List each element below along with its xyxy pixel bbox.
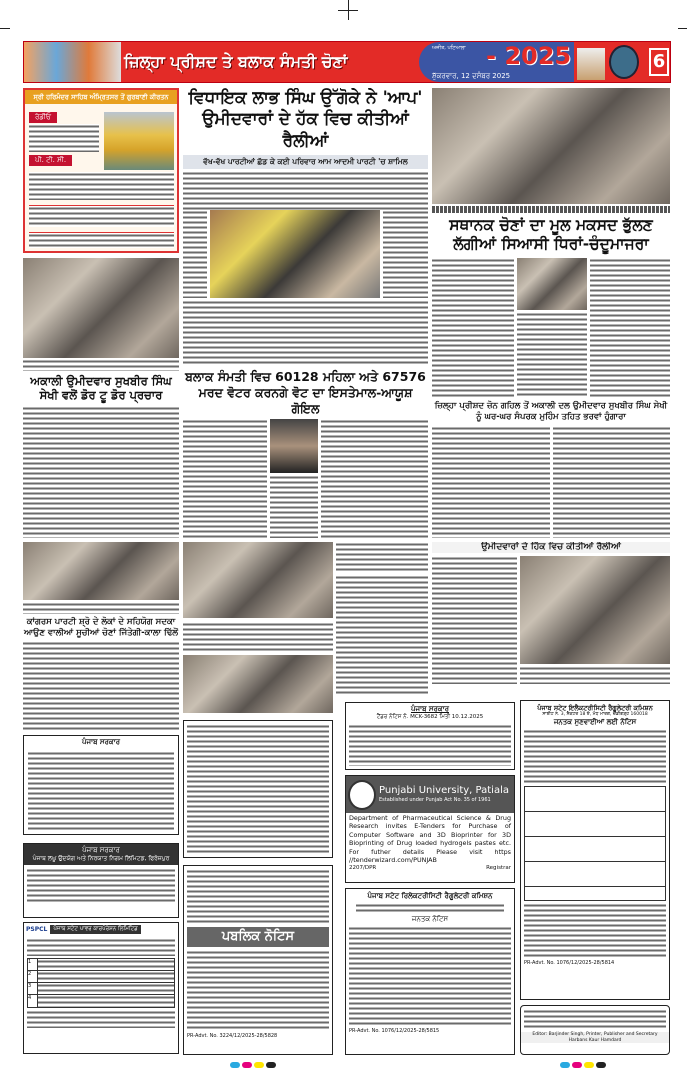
hearing-schedule-table	[524, 786, 666, 901]
ad-body	[28, 751, 174, 831]
tender-ad-mck	[345, 702, 515, 770]
pspcl-intro	[27, 938, 175, 956]
left-column-mid	[23, 542, 179, 732]
pspcl-footer	[27, 1010, 175, 1028]
lead-body-text	[183, 300, 428, 367]
pspcl-table	[27, 958, 175, 1008]
note-text	[29, 232, 174, 248]
block-body	[270, 475, 318, 538]
cycle-photo	[183, 542, 333, 618]
left-column-top	[23, 88, 179, 538]
lead-body-text	[383, 210, 428, 298]
pspcl-logo: PSPCL	[26, 926, 48, 933]
block-body	[183, 419, 267, 538]
congress-photo	[23, 542, 179, 600]
right-small-headline: ਉਮੀਦਵਾਰਾਂ ਦੇ ਹਿੱਕ ਵਿਚ ਕੀਤੀਆਂ ਰੈਲੀਆਂ	[432, 542, 670, 553]
university-logo-icon	[348, 780, 376, 810]
right-top-photo	[432, 88, 670, 204]
pserc-right-title: ਪੰਜਾਬ ਸਟੇਟ ਇਲੈਕਟਰੀਸਿਟੀ ਰੈਗੂਲੇਟਰੀ ਕਮਿਸ਼ਨ	[537, 704, 653, 712]
ballot-box-icon	[577, 48, 605, 80]
right-top-headline: ਸਥਾਨਕ ਚੋਣਾਂ ਦਾ ਮੂਲ ਮਕਸਦ ਭੁੱਲਣ ਲੱਗੀਆਂ ਸਿਆਸੀ ਧਿਰਾਂ-ਚੰਦੂਮਾਜਰਾ	[449, 216, 653, 254]
ddpunjabi-text	[29, 205, 174, 227]
radio-label: ਰੇਡੀਓ	[29, 112, 57, 123]
pserc-right-adv-no: PR-Advt. No. 1076/12/2025-28/5814	[524, 960, 615, 966]
pspcl-table-row-number: 4	[28, 995, 38, 1007]
punjabi-university-ad	[345, 775, 515, 883]
psiec-subtitle: ਪੰਜਾਬ ਲਘੂ ਉਦਯੋਗ ਅਤੇ ਨਿਰਯਾਤ ਨਿਗਮ ਲਿਮਿਟਡ, ਫਿਰੋਜ਼ਪੁਰ	[32, 855, 170, 862]
psiec-ad	[23, 843, 179, 918]
sekhi-body	[553, 426, 671, 539]
university-name: Punjabi University, Patiala	[379, 785, 509, 796]
ayush-goyal-portrait	[270, 419, 318, 473]
ptc-schedule-text	[29, 172, 174, 200]
page-number: 6	[649, 48, 669, 76]
right-small-caption	[520, 666, 670, 684]
cycle-caption	[183, 622, 333, 652]
tender-title: ਪੰਜਾਬ ਸਰਕਾਰ	[410, 705, 449, 713]
psiec-title: ਪੰਜਾਬ ਸਰਕਾਰ	[82, 846, 120, 854]
golden-temple-photo	[104, 112, 174, 170]
pspcl-table-row-number: 3	[28, 983, 38, 994]
congress-caption	[23, 602, 179, 614]
tender-ad-cwt	[183, 720, 333, 858]
right-small-photo	[520, 556, 670, 664]
section-banner	[23, 41, 671, 83]
lead-photo	[210, 210, 380, 298]
banner-year: - 2025	[486, 42, 572, 70]
pserc-notice-mid	[345, 888, 515, 1055]
edition-label: ਅਜੀਤ, ਪਟਿਆਲਾ	[432, 45, 466, 51]
left-photo-caption	[23, 359, 179, 371]
group-photo	[183, 655, 333, 713]
pserc-mid-adv-no: PR-Advt. No. 1076/12/2025-28/5815	[349, 1028, 440, 1034]
university-tender-body: Department of Pharmaceutical Science & Drug Research invites E-Tenders for Purchase of Computer Software and 3D Bioprinter for 3D Bioprinting of Drug loaded hydrogels pastes etc. For futher details Please visit https //tenderwizard.com/PUNJAB	[349, 814, 511, 865]
crop-mark	[0, 28, 10, 29]
psiec-body	[27, 868, 175, 904]
lead-subhead: ਵੱਖ-ਵੱਖ ਪਾਰਟੀਆਂ ਛੱਡ ਕੇ ਕਈ ਪਰਿਵਾਰ ਆਮ ਆਦਮੀ ਪਾਰਟੀ 'ਚ ਸ਼ਾਮਿਲ	[183, 155, 428, 169]
radio-schedule-text	[29, 124, 99, 152]
sekhi-headline: ਜ਼ਿਲ੍ਹਾ ਪ੍ਰੀਸ਼ਦ ਜ਼ੋਨ ਗਹਿਲ ਤੋਂ ਅਕਾਲੀ ਦਲ ਉਮੀਦਵਾਰ ਸੁਖਬੀਰ ਸਿੰਘ ਸੇਖੀ ਨੂੰ ਘਰ-ਘਰ ਸੰਪਰਕ ਮੁਹਿੰਮ ਤਹਿਤ ਭਰਵਾਂ ਹੁੰਗਾਰਾ	[434, 401, 668, 422]
tender-notice-no: ਟੈਂਡਰ ਨੋਟਿਸ ਨੰ. MCK-3682 ਮਿਤੀ 10.12.2025	[376, 714, 484, 720]
banner-title: ਜ਼ਿਲ੍ਹਾ ਪ੍ਰੀਸ਼ਦ ਤੇ ਬਲਾਕ ਸੰਮਤੀ ਚੋਣਾਂ	[124, 52, 348, 71]
akali-headline: ਅਕਾਲੀ ਉਮੀਦਵਾਰ ਸੁਖਬੀਰ ਸਿੰਘ ਸੇਖੀ ਵਲੋਂ ਡੋਰ ਟੂ ਡੋਰ ਪ੍ਰਚਾਰ	[30, 374, 172, 403]
block-body	[321, 419, 428, 538]
public-notice-ad	[183, 865, 333, 1055]
punjab-govt-ad-left	[23, 735, 179, 835]
right-top-body	[432, 258, 514, 399]
kirtan-title: ਸ੍ਰੀ ਹਰਿਮੰਦਰ ਸਾਹਿਬ ਅੰਮ੍ਰਿਤਸਰ ਤੋਂ ਗੁਰਬਾਣੀ ਕੀਰਤਨ	[25, 90, 177, 104]
pserc-right-address: ਸਾਈਟ ਨੰ. 3, ਸੈਕਟਰ 18 ਏ, ਮੱਧ ਮਾਰਗ, ਚੰਡੀਗੜ੍ਹ 160018	[542, 712, 648, 717]
sekhi-body	[432, 426, 550, 539]
university-signature: Registrar	[486, 865, 511, 872]
right-column-mid	[432, 542, 670, 684]
lead-body-text	[183, 171, 428, 210]
color-registration-bar	[230, 1062, 276, 1068]
side-story-body	[336, 575, 428, 695]
color-registration-bar	[560, 1062, 606, 1068]
akali-body	[23, 406, 179, 538]
right-column-top	[432, 88, 670, 538]
pserc-right-subtitle: ਜਨਤਕ ਸੁਣਵਾਈਆਂ ਲਈ ਨੋਟਿਸ	[553, 718, 637, 726]
kirtan-schedule-box	[23, 88, 179, 253]
university-established: Established under Punjab Act No. 35 of 1961	[379, 797, 491, 803]
side-story-head	[336, 542, 428, 572]
crop-mark	[678, 28, 687, 29]
ptc-label: ਪੀ. ਟੀ. ਸੀ.	[29, 155, 72, 166]
public-notice-title: ਪਬਲਿਕ ਨੋਟਿਸ	[187, 927, 329, 947]
pspcl-title: ਪੰਜਾਬ ਸਟੇਟ ਪਾਵਰ ਕਾਰਪੋਰੇਸ਼ਨ ਲਿਮਿਟਿਡ	[50, 925, 140, 934]
right-top-body	[590, 258, 670, 399]
congress-body	[23, 641, 179, 732]
banner-photo	[24, 42, 121, 82]
pspcl-table-row-number: 2	[28, 971, 38, 982]
banner-date: ਸ਼ੁੱਕਰਵਾਰ, 12 ਦਸੰਬਰ 2025	[432, 72, 511, 80]
university-ref: 2207/DPR	[349, 865, 377, 872]
right-top-caption	[432, 206, 670, 213]
pserc-mid-title: ਪੰਜਾਬ ਸਟੇਟ ਰਿਲੇਕਟਰੀਸਿਟੀ ਰੈਗੂਲੇਟਰੀ ਕਮਿਸ਼ਨ	[367, 892, 493, 900]
public-notice-adv-no: PR-Advt. No. 3224/12/2025-28/5828	[187, 1033, 278, 1039]
ad-title: ਪੰਜਾਬ ਸਰਕਾਰ	[81, 738, 120, 746]
middle-column-top	[183, 88, 428, 538]
pspcl-table-row-number: 1	[28, 959, 38, 970]
left-photo	[23, 258, 179, 358]
ballot-symbol-icon	[609, 45, 639, 79]
lead-headline: ਵਿਧਾਇਕ ਲਾਭ ਸਿੰਘ ਉੱਗੋਕੇ ਨੇ 'ਆਪ' ਉਮੀਦਵਾਰਾਂ ਦੇ ਹੱਕ ਵਿਚ ਕੀਤੀਆਂ ਰੈਲੀਆਂ	[188, 88, 423, 151]
block-headline: ਬਲਾਕ ਸੰਮਤੀ ਵਿਚ 60128 ਮਹਿਲਾ ਅਤੇ 67576 ਮਰਦ ਵੋਟਰ ਕਰਨਗੇ ਵੋਟ ਦਾ ਇਸਤੇਮਾਲ-ਆਯੂਸ਼ ਗੋਇਲ	[185, 369, 426, 416]
lead-body-text	[183, 210, 207, 298]
pserc-hearing-notice	[520, 700, 670, 1000]
pspcl-ad	[23, 922, 179, 1054]
right-small-body	[432, 556, 517, 684]
crop-mark	[348, 0, 349, 20]
imprint-text: Editor: Barjinder Singh, Printer, Publisher and Secretary Harbans Kaur Hamdard	[521, 1032, 669, 1043]
right-top-body	[517, 312, 587, 399]
congress-headline: ਕਾਂਗਰਸ ਪਾਰਟੀ ਸ਼੍ਰੋ ਦੇ ਲੋਕਾਂ ਦੇ ਸਹਿਯੋਗ ਸਦਕਾ ਆਉਣ ਵਾਲੀਆਂ ਸੂਚੀਆਂ ਚੋਣਾਂ ਜਿੱਤੇਗੀ-ਕਾਲਾ ਢਿੱਲੋਂ	[23, 617, 179, 638]
imprint-box	[520, 1005, 670, 1055]
pserc-mid-subtitle: ਜਨਤਕ ਨੋਟਿਸ	[411, 915, 449, 923]
right-top-inset-photo	[517, 258, 587, 310]
